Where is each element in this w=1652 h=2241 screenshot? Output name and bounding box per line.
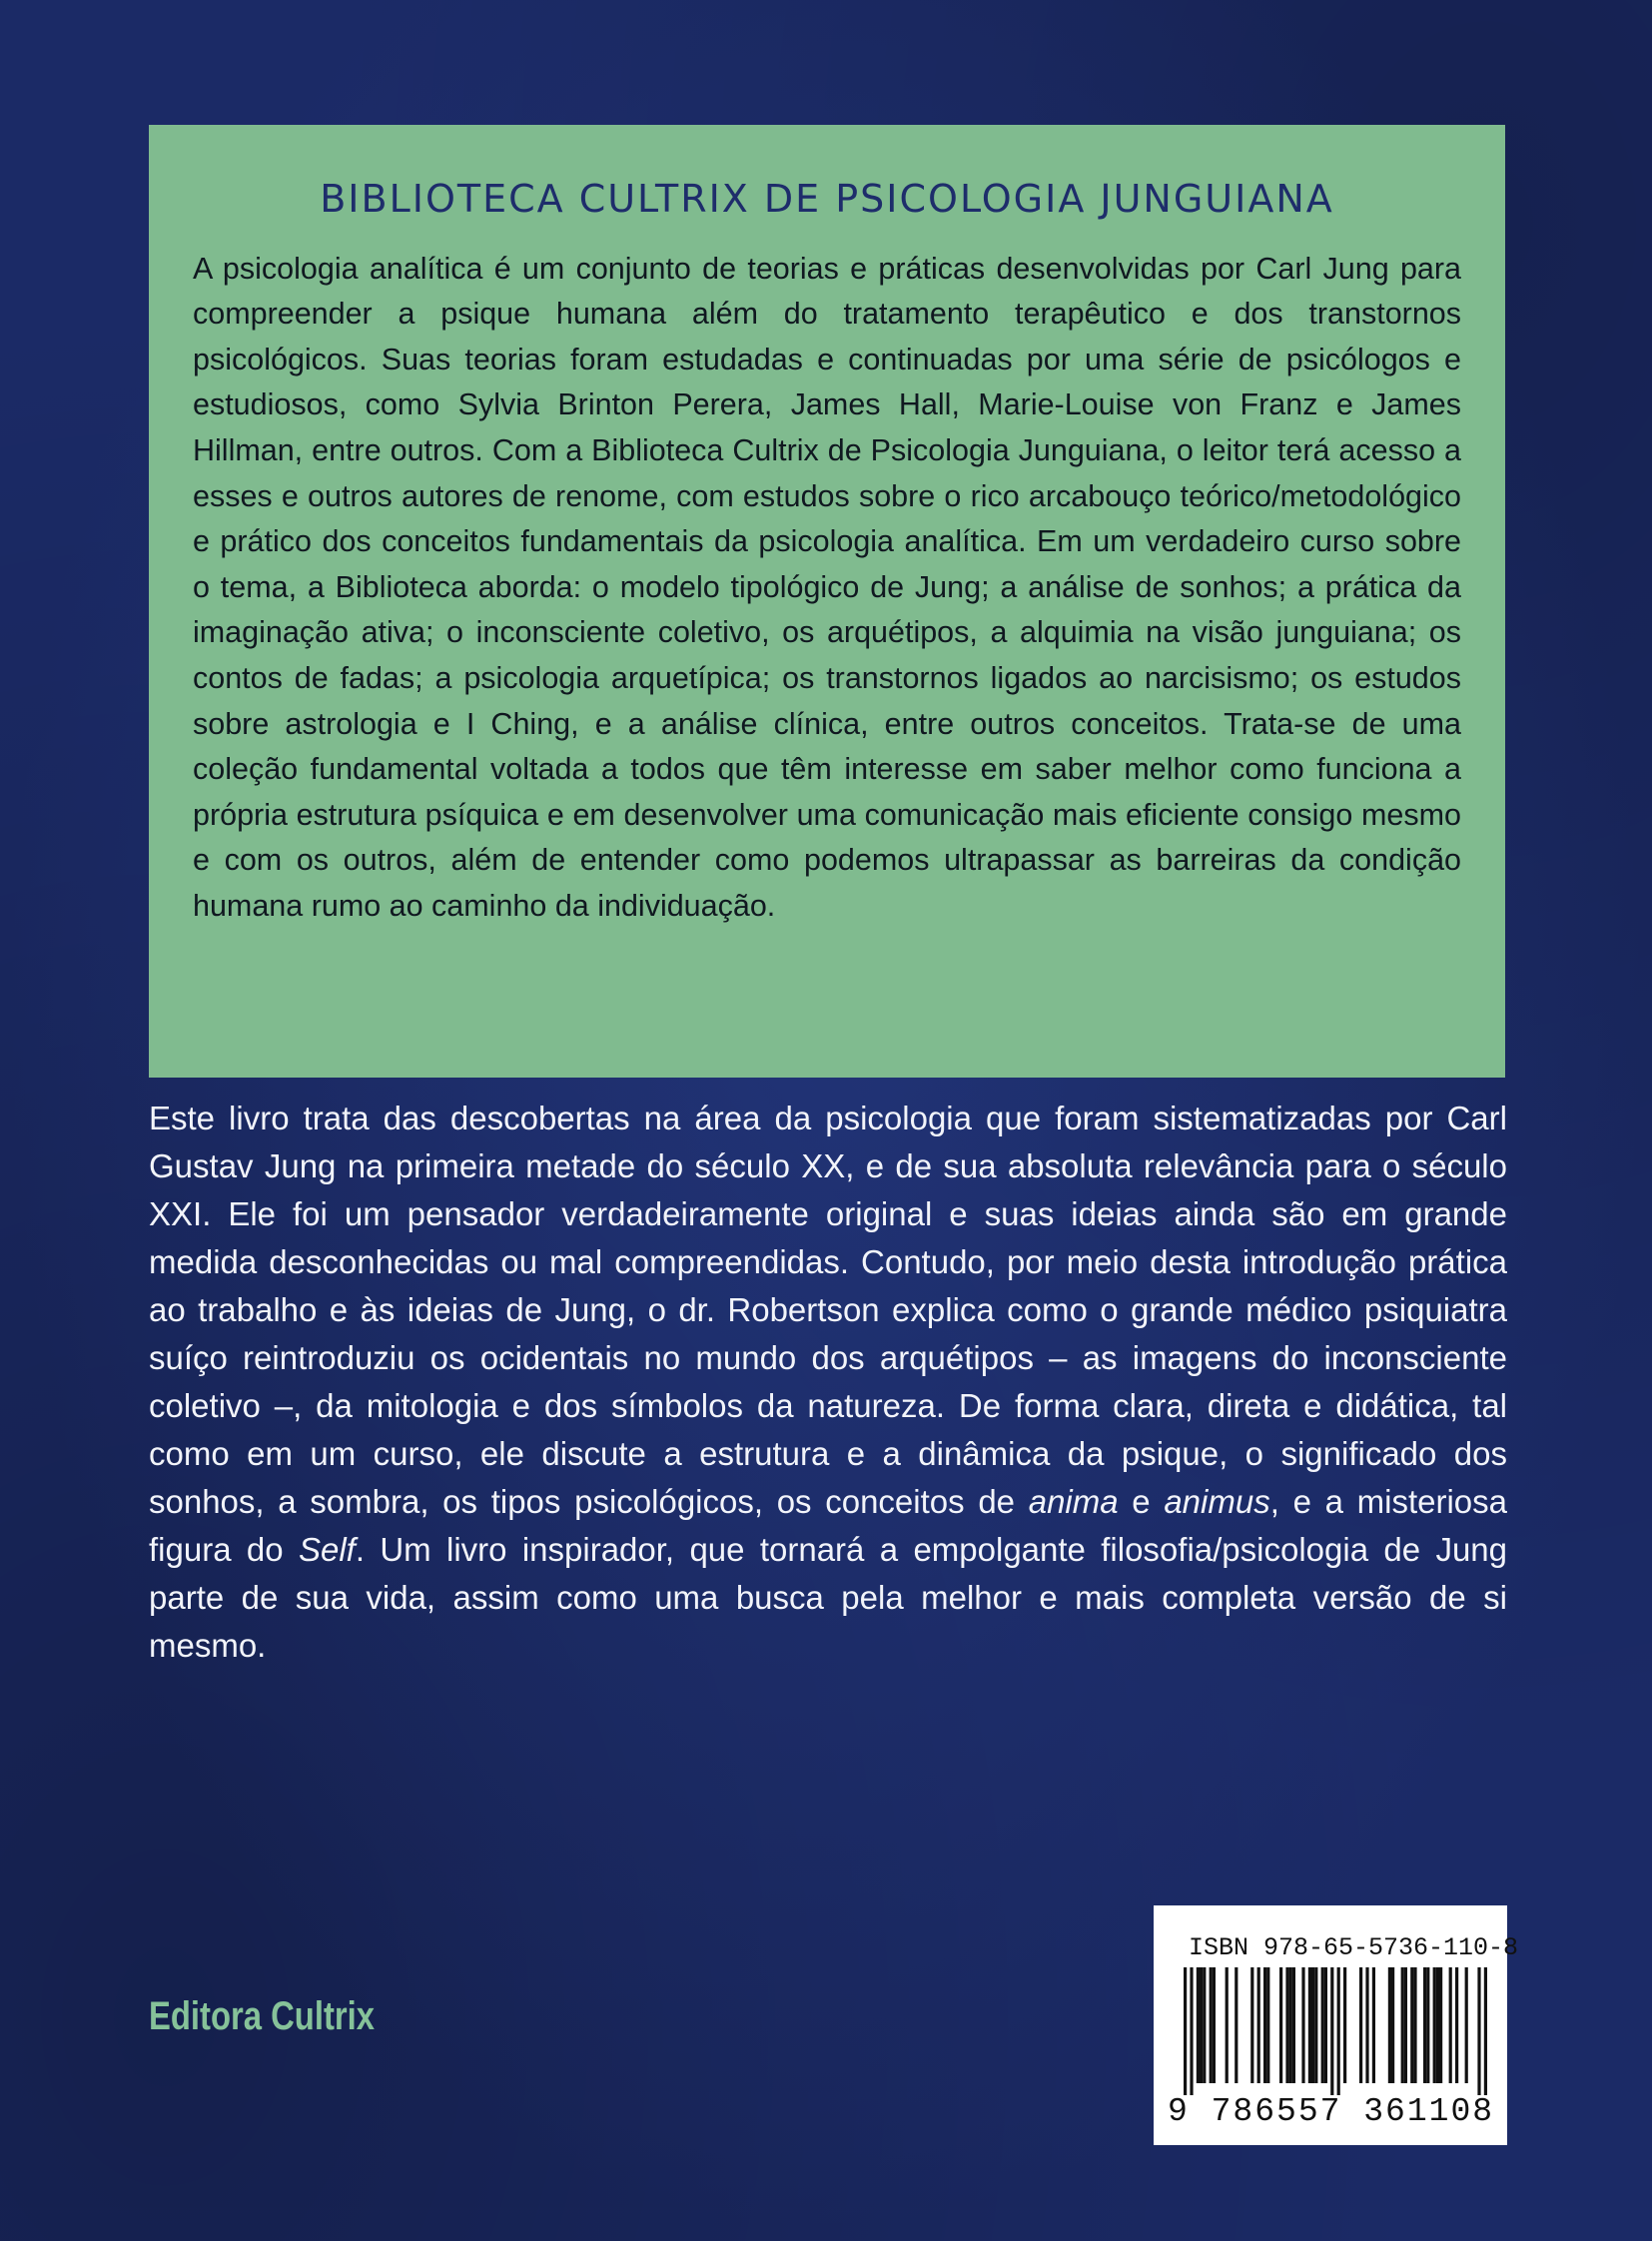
barcode-bar (1184, 1967, 1187, 2095)
barcode-bar (1324, 1967, 1327, 2083)
barcode-bar (1257, 1967, 1260, 2083)
barcode-bar (1311, 1967, 1314, 2083)
barcode-bar (1391, 1967, 1394, 2083)
barcode-bar (1426, 1967, 1429, 2083)
barcode-bar (1388, 1967, 1391, 2083)
barcode-bar (1337, 1967, 1340, 2095)
barcode-bar (1250, 1967, 1253, 2083)
series-description: A psicologia analítica é um conjunto de teorias e práticas desenvolvidas por Carl Jung para compreender a psique humana além do tratamento terapêutico e dos transtornos psicológicos. Suas teorias foram estudadas e continuadas por uma série de psicólogos e estudiosos, como Sylvia Brinton Perera, James Hall, Marie-Louise von Franz e James Hillman, entre outros. Com a Biblioteca Cultrix de Psicologia Junguiana, o leitor terá acesso a esses e outros autores de renome, com estudos sobre o rico arcabouço teórico/metodológico e prático dos conceitos fundamentais da psicologia analítica. Em um verdadeiro curso sobre o tema, a Biblioteca aborda: o modelo tipológico de Jung; a análise de sonhos; a prática da imaginação ativa; o inconsciente coletivo, os arquétipos, a alquimia na visão junguiana; os contos de fadas; a psicologia arquetípica; os transtornos ligados ao narcisismo; os estudos sobre astrologia e I Ching, e a análise clínica, entre outros conceitos. Trata-se de uma coleção fundamental voltada a todos que têm interesse em saber melhor como funciona a própria estrutura psíquica e em desenvolver uma comunicação mais eficiente consigo mesmo e com os outros, além de entender como podemos ultrapassar as barreiras da condição humana rumo ao caminho da individuação. (193, 251, 1461, 923)
barcode-bar (1301, 1967, 1304, 2083)
barcode-bar (1484, 1967, 1487, 2095)
barcode-bar (1410, 1967, 1413, 2083)
barcode-bar (1365, 1967, 1368, 2083)
barcode-bar (1477, 1967, 1480, 2095)
series-info-panel (149, 125, 1505, 1078)
barcode-bar (1279, 1967, 1282, 2083)
barcode-bar (1314, 1967, 1317, 2083)
description-text-3: , e a misteriosa figura do (149, 1483, 1507, 1568)
barcode-bar (1203, 1967, 1206, 2083)
barcode-bar (1439, 1967, 1442, 2083)
barcode-bar (1404, 1967, 1407, 2083)
barcode-bar (1401, 1967, 1404, 2083)
barcode-bar (1465, 1967, 1468, 2083)
book-description (149, 1095, 1507, 1670)
barcode-bar (1235, 1967, 1238, 2083)
barcode-bar (1413, 1967, 1416, 2083)
barcode-bar (1210, 1967, 1213, 2083)
barcode-bar (1190, 1967, 1193, 2095)
barcode-bar (1266, 1967, 1269, 2083)
barcode-bar (1330, 1967, 1333, 2095)
isbn-barcode-block (1154, 1905, 1519, 2145)
series-title: BIBLIOTECA CULTRIX DE PSICOLOGIA JUNGUIANA (320, 177, 1334, 221)
barcode-bar (1197, 1967, 1200, 2083)
barcode-bar (1433, 1967, 1436, 2083)
barcode-bar (1226, 1967, 1229, 2083)
barcode-bar (1372, 1967, 1375, 2083)
isbn-label: ISBN 978-65-5736-110-8 (1189, 1933, 1519, 1962)
description-text-1: Este livro trata das descobertas na área da psicologia que foram sistematizadas por Carl Gustav Jung na primeira metade do século XX, e de sua absoluta relevância para o século XXI. Ele foi um pensador verdadeiramente original e suas ideias ainda são em grande medida desconhecidas ou mal compreendidas. Contudo, por meio desta introdução prática ao trabalho e às ideias de Jung, o dr. Robertson explica como o grande médico psiquiatra suíço reintroduziu os ocidentais no mundo dos arquétipos – as imagens do inconsciente coletivo –, da mitologia e dos símbolos da natureza. De forma clara, direta e didática, tal como em um curso, ele discute a estrutura e a dinâmica da psique, o significado dos sonhos, a sombra, os tipos psicológicos, os conceitos de (149, 1100, 1507, 1520)
barcode-bar (1449, 1967, 1452, 2083)
barcode-bar (1436, 1967, 1439, 2083)
barcode-bar (1343, 1967, 1346, 2083)
barcode-bar (1213, 1967, 1216, 2083)
barcode-bar (1200, 1967, 1203, 2083)
barcode-bars (1176, 1967, 1487, 2095)
publisher-name: Editora Cultrix (149, 1994, 375, 2038)
barcode-bar (1292, 1967, 1295, 2083)
description-text-4: . Um livro inspirador, que tornará a empolgante filosofia/psicologia de Jung parte de sua vida, assim como uma busca pela melhor e mais completa versão de si mesmo. (149, 1531, 1508, 1664)
barcode-bar (1285, 1967, 1288, 2083)
description-italic-self: Self (298, 1531, 356, 1568)
description-text-2: e (1118, 1483, 1165, 1520)
barcode-digits: 9 786557 361108 (1168, 2093, 1495, 2130)
barcode-bar (1308, 1967, 1311, 2083)
barcode-bar (1321, 1967, 1324, 2083)
barcode-bar (1289, 1967, 1292, 2083)
description-italic-anima: anima (1028, 1483, 1119, 1520)
barcode-bar (1263, 1967, 1266, 2083)
barcode-bar (1359, 1967, 1362, 2083)
description-italic-animus: animus (1164, 1483, 1270, 1520)
barcode-bar (1455, 1967, 1458, 2083)
barcode-bar (1423, 1967, 1426, 2083)
